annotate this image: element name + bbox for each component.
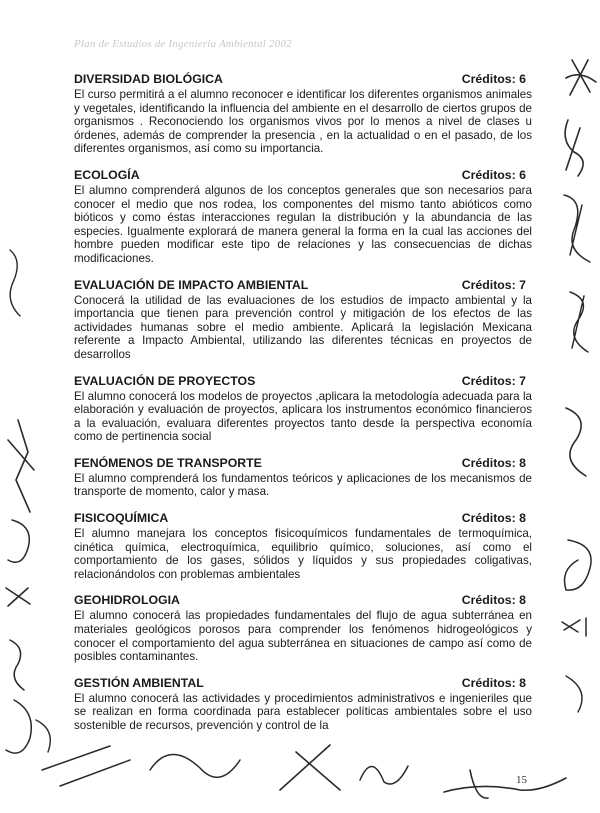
course-description: El alumno conocerá los modelos de proyectos ,aplicara la metodología adecuada para la elaboración y evaluación de proyectos, aplicara los instrumentos económico financieros a la evaluación, evaluara diferentes proyectos tanto desde la perspectiva economía como de pertinencia social — [74, 389, 532, 444]
course-heading — [74, 456, 532, 471]
signature-mark — [280, 745, 340, 790]
signature-mark — [565, 120, 583, 176]
course-title: FENÓMENOS DE TRANSPORTE — [74, 455, 262, 470]
signature-mark — [10, 640, 24, 690]
course-heading — [74, 593, 532, 608]
course-evaluacion-impacto-ambiental — [74, 278, 532, 362]
signature-mark — [570, 292, 588, 352]
page-number: 15 — [516, 774, 527, 786]
signature-mark — [6, 588, 30, 606]
course-title: DIVERSIDAD BIOLÓGICA — [74, 72, 223, 86]
page-header: Plan de Estudios de Ingeniería Ambiental 2002 — [74, 38, 292, 50]
course-title: GESTIÓN AMBIENTAL — [74, 675, 204, 690]
course-heading — [74, 168, 532, 183]
signature-mark — [360, 766, 408, 784]
course-fenomenos-transporte — [74, 456, 532, 499]
signature-mark — [564, 195, 590, 262]
signature-mark — [150, 754, 240, 777]
course-credits: Créditos: 8 — [461, 675, 526, 690]
course-gestion-ambiental — [74, 676, 532, 732]
course-credits: Créditos: 8 — [461, 455, 526, 470]
course-ecologia — [74, 168, 532, 266]
course-heading — [74, 511, 532, 526]
course-description: El alumno comprenderá algunos de los conceptos generales que son necesarios para conocer el medio que nos rodea, los componentes del mismo tanto abióticos como bióticos y como éstas interacciones regulan la distribución y la abundancia de las especies. Igualmente explorará de manera general la forma en la cual las acciones del hombre pueden modificar este tipo de relaciones y las consecuencias de dichas modificaciones. — [74, 183, 532, 265]
course-title: FISICOQUÍMICA — [74, 511, 169, 526]
signature-mark — [10, 250, 20, 316]
signature-mark — [566, 408, 586, 476]
course-credits: Créditos: 7 — [461, 373, 526, 388]
signature-mark — [42, 746, 130, 786]
course-heading — [74, 374, 532, 389]
course-description: El alumno conocerá las propiedades fundamentales del flujo de agua subterránea en materiales geológicos porosos para comprender los fenómenos hidrogeológicos y conocer el comportamiento del agua subterránea en situaciones de campo así como de posibles contaminantes. — [74, 609, 532, 664]
course-heading — [74, 72, 532, 87]
course-description: El alumno comprenderá los fundamentos teóricos y aplicaciones de los mecanismos de transporte de momento, calor y masa. — [74, 471, 532, 499]
signature-mark — [566, 676, 582, 712]
course-title: ECOLOGÍA — [74, 167, 140, 182]
signature-mark — [565, 540, 592, 590]
course-description: El curso permitirá a el alumno reconocer e identificar los diferentes organismos animales y vegetales, identificando la influencia del ambiente en el desarrollo de ciertos grupos de organismos . Reconociendo los organismos vivos por lo menos a nivel de clases u órdenes, además de comprender la presencia , en la actualidad o en el pasado, de los diferentes organismos, así como su importancia. — [74, 88, 532, 156]
course-description: El alumno manejara los conceptos fisicoquímicos fundamentales de termoquímica, cinética química, electroquímica, equilibrio químico, soluciones, así como el comportamiento de los gases, sólidos y líquidos y sus propiedades coligativas, relacionándolos con problemas ambientales — [74, 527, 532, 581]
signature-mark — [566, 60, 596, 95]
course-evaluacion-proyectos — [74, 374, 532, 444]
course-fisicoquimica — [74, 511, 532, 581]
course-credits: Créditos: 6 — [461, 72, 526, 86]
course-description: Conocerá la utilidad de las evaluaciones de los estudios de impacto ambiental y la importancia que tienen para prevención control y mitigación de los efectos de las actividades humanas sobre el medio ambiente. Aplicará la legislación Mexicana referente a Impacto Ambiental, utilizando las diferentes técnicas en proyectos de desarrollos — [74, 293, 532, 361]
signature-mark — [8, 420, 34, 512]
course-geohidrologia — [74, 593, 532, 663]
course-credits: Créditos: 7 — [461, 277, 526, 292]
course-list — [74, 72, 532, 744]
course-heading — [74, 278, 532, 293]
signature-mark — [36, 720, 50, 752]
course-title: EVALUACIÓN DE IMPACTO AMBIENTAL — [74, 277, 309, 292]
course-title: EVALUACIÓN DE PROYECTOS — [74, 373, 256, 388]
signature-mark — [444, 770, 566, 798]
signature-mark — [8, 520, 29, 562]
course-title: GEOHIDROLOGIA — [74, 593, 180, 608]
signature-mark — [562, 618, 586, 636]
course-credits: Créditos: 8 — [461, 593, 526, 608]
course-heading — [74, 676, 532, 691]
course-description: El alumno conocerá las actividades y procedimientos administrativos e ingenieriles que se realizan en forma coordinada para establecer políticas ambientales sobre el uso sostenible de recursos, prevención y control de la — [74, 691, 532, 732]
course-credits: Créditos: 8 — [461, 511, 526, 526]
course-credits: Créditos: 6 — [461, 167, 526, 182]
course-diversidad-biologica — [74, 72, 532, 156]
signature-mark — [6, 700, 31, 753]
